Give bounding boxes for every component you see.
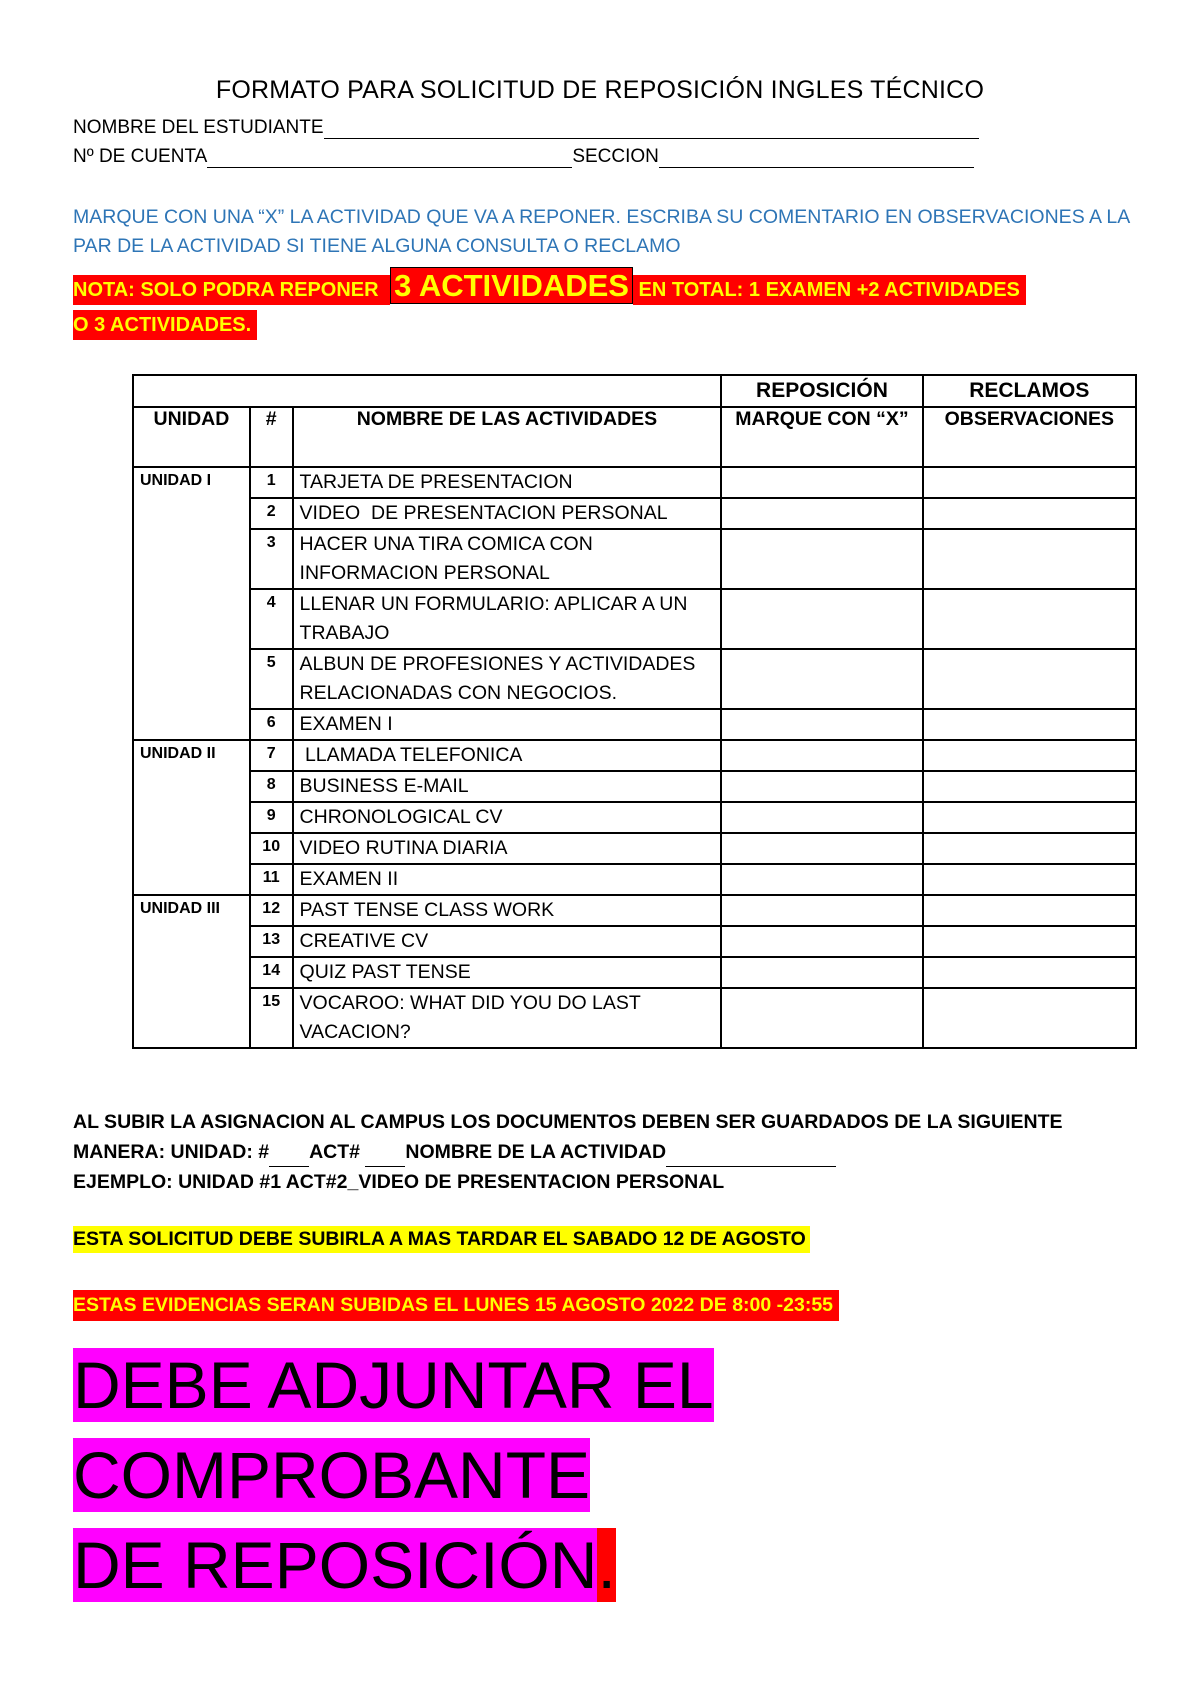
activity-name: EXAMEN I (293, 709, 722, 740)
activity-number: 14 (250, 957, 293, 988)
activity-number: 2 (250, 498, 293, 529)
attach-line-1: DEBE ADJUNTAR EL COMPROBANTE (73, 1348, 714, 1512)
activity-number: 5 (250, 649, 293, 709)
activity-number: 11 (250, 864, 293, 895)
nota-line2-text: O 3 ACTIVIDADES. (73, 310, 257, 340)
mark-x-cell[interactable] (721, 864, 922, 895)
table-row (133, 802, 1136, 833)
activity-name: HACER UNA TIRA COMICA CON INFORMACION PERSONAL (293, 529, 722, 589)
observations-cell[interactable] (923, 740, 1136, 771)
upload-example: EJEMPLO: UNIDAD #1 ACT#2_VIDEO DE PRESENTACION PERSONAL (73, 1171, 725, 1193)
activity-name: LLAMADA TELEFONICA (293, 740, 722, 771)
table-row (133, 895, 1136, 926)
observations-cell[interactable] (923, 498, 1136, 529)
observations-cell[interactable] (923, 589, 1136, 649)
section-label: SECCION (572, 146, 659, 167)
activity-number: 12 (250, 895, 293, 926)
nota-line-1 (73, 268, 1026, 304)
empty-header-cell (133, 375, 721, 407)
activity-name: QUIZ PAST TENSE (293, 957, 722, 988)
mark-x-cell[interactable] (721, 957, 922, 988)
account-label: Nº DE CUENTA (73, 146, 208, 167)
activity-name: VIDEO RUTINA DIARIA (293, 833, 722, 864)
table-row (133, 833, 1136, 864)
student-name-field (73, 117, 979, 139)
activity-name: ALBUN DE PROFESIONES Y ACTIVIDADES RELACIONADAS CON NEGOCIOS. (293, 649, 722, 709)
activity-number: 15 (250, 988, 293, 1048)
activity-number: 6 (250, 709, 293, 740)
mark-x-cell[interactable] (721, 709, 922, 740)
activity-name: TARJETA DE PRESENTACION (293, 467, 722, 498)
upload-line-2 (73, 1137, 1153, 1167)
activity-name: VIDEO DE PRESENTACION PERSONAL (293, 498, 722, 529)
observations-cell[interactable] (923, 957, 1136, 988)
unit-label: UNIDAD I (133, 467, 250, 740)
instructions-text: MARQUE CON UNA “X” LA ACTIVIDAD QUE VA A REPONER. ESCRIBA SU COMENTARIO EN OBSERVACIONES A LA PAR DE LA ACTIVIDAD SI TIENE ALGUNA CONSULTA O RECLAMO (73, 206, 1130, 257)
mark-x-cell[interactable] (721, 498, 922, 529)
table-header-row (133, 407, 1136, 467)
table-row (133, 529, 1136, 589)
activity-name: CREATIVE CV (293, 926, 722, 957)
mark-x-cell[interactable] (721, 926, 922, 957)
account-section-field (73, 146, 974, 168)
table-row (133, 589, 1136, 649)
nota-part1: NOTA: SOLO PODRA REPONER (73, 275, 390, 305)
activity-number: 13 (250, 926, 293, 957)
upload-nombre-label: NOMBRE DE LA ACTIVIDAD (405, 1141, 667, 1163)
table-row (133, 957, 1136, 988)
unit-label: UNIDAD II (133, 740, 250, 895)
attach-receipt-notice (73, 1340, 1133, 1610)
activity-number: 7 (250, 740, 293, 771)
mark-x-cell[interactable] (721, 833, 922, 864)
observations-cell[interactable] (923, 988, 1136, 1048)
observations-cell[interactable] (923, 529, 1136, 589)
student-name-blank[interactable] (324, 120, 979, 139)
observations-cell[interactable] (923, 467, 1136, 498)
table-row (133, 864, 1136, 895)
table-row (133, 988, 1136, 1048)
activity-number: 3 (250, 529, 293, 589)
upload-line-1: AL SUBIR LA ASIGNACION AL CAMPUS LOS DOCUMENTOS DEBEN SER GUARDADOS DE LA SIGUIENTE (73, 1111, 1063, 1133)
section-blank[interactable] (659, 149, 974, 168)
student-name-label: NOMBRE DEL ESTUDIANTE (73, 117, 324, 138)
mark-x-cell[interactable] (721, 771, 922, 802)
observations-cell[interactable] (923, 926, 1136, 957)
nota-highlight: 3 ACTIVIDADES (390, 267, 633, 304)
activities-table (132, 374, 1137, 1049)
activity-number: 4 (250, 589, 293, 649)
activity-number: 1 (250, 467, 293, 498)
table-row (133, 498, 1136, 529)
mark-x-cell[interactable] (721, 988, 922, 1048)
table-row (133, 709, 1136, 740)
header-nombre: NOMBRE DE LAS ACTIVIDADES (293, 407, 722, 467)
observations-cell[interactable] (923, 649, 1136, 709)
nota-part2: EN TOTAL: 1 EXAMEN +2 ACTIVIDADES (633, 275, 1026, 305)
header-num: # (250, 407, 293, 467)
observations-cell[interactable] (923, 895, 1136, 926)
activity-number: 9 (250, 802, 293, 833)
mark-x-cell[interactable] (721, 589, 922, 649)
mark-x-cell[interactable] (721, 740, 922, 771)
mark-x-cell[interactable] (721, 649, 922, 709)
observations-cell[interactable] (923, 864, 1136, 895)
page-title: FORMATO PARA SOLICITUD DE REPOSICIÓN INGLES TÉCNICO (215, 76, 985, 104)
header-marque: MARQUE CON “X” (721, 407, 922, 467)
table-row (133, 649, 1136, 709)
act-blank (365, 1146, 405, 1167)
header-reposicion: REPOSICIÓN (721, 375, 922, 407)
activity-number: 10 (250, 833, 293, 864)
unit-label: UNIDAD III (133, 895, 250, 1048)
upload-unidad-label: MANERA: UNIDAD: # (73, 1141, 270, 1163)
nombre-blank (666, 1146, 836, 1167)
activity-name: CHRONOLOGICAL CV (293, 802, 722, 833)
unidad-blank (269, 1146, 309, 1167)
header-reclamos: RECLAMOS (923, 375, 1136, 407)
attach-line-2: DE REPOSICIÓN (73, 1528, 598, 1602)
deadline-notice: ESTA SOLICITUD DEBE SUBIRLA A MAS TARDAR EL SABADO 12 DE AGOSTO (73, 1226, 810, 1253)
upload-instructions (73, 1107, 1153, 1197)
table-row (133, 740, 1136, 771)
activity-name: LLENAR UN FORMULARIO: APLICAR A UN TRABAJO (293, 589, 722, 649)
mark-x-cell[interactable] (721, 895, 922, 926)
activity-name: EXAMEN II (293, 864, 722, 895)
mark-x-cell[interactable] (721, 529, 922, 589)
activity-number: 8 (250, 771, 293, 802)
table-top-header-row (133, 375, 1136, 407)
header-unidad: UNIDAD (133, 407, 250, 467)
table-row (133, 467, 1136, 498)
upload-act-label: ACT# (309, 1141, 366, 1163)
nota-line-2 (73, 314, 257, 337)
observations-cell[interactable] (923, 833, 1136, 864)
observations-cell[interactable] (923, 802, 1136, 833)
evidence-notice: ESTAS EVIDENCIAS SERAN SUBIDAS EL LUNES 15 AGOSTO 2022 DE 8:00 -23:55 (73, 1290, 839, 1321)
table-row (133, 771, 1136, 802)
activity-name: BUSINESS E-MAIL (293, 771, 722, 802)
observations-cell[interactable] (923, 709, 1136, 740)
activity-name: PAST TENSE CLASS WORK (293, 895, 722, 926)
attach-dot: . (597, 1528, 616, 1602)
header-observaciones: OBSERVACIONES (923, 407, 1136, 467)
activity-name: VOCAROO: WHAT DID YOU DO LAST VACACION? (293, 988, 722, 1048)
observations-cell[interactable] (923, 771, 1136, 802)
mark-x-cell[interactable] (721, 467, 922, 498)
account-blank[interactable] (207, 149, 572, 168)
table-row (133, 926, 1136, 957)
mark-x-cell[interactable] (721, 802, 922, 833)
